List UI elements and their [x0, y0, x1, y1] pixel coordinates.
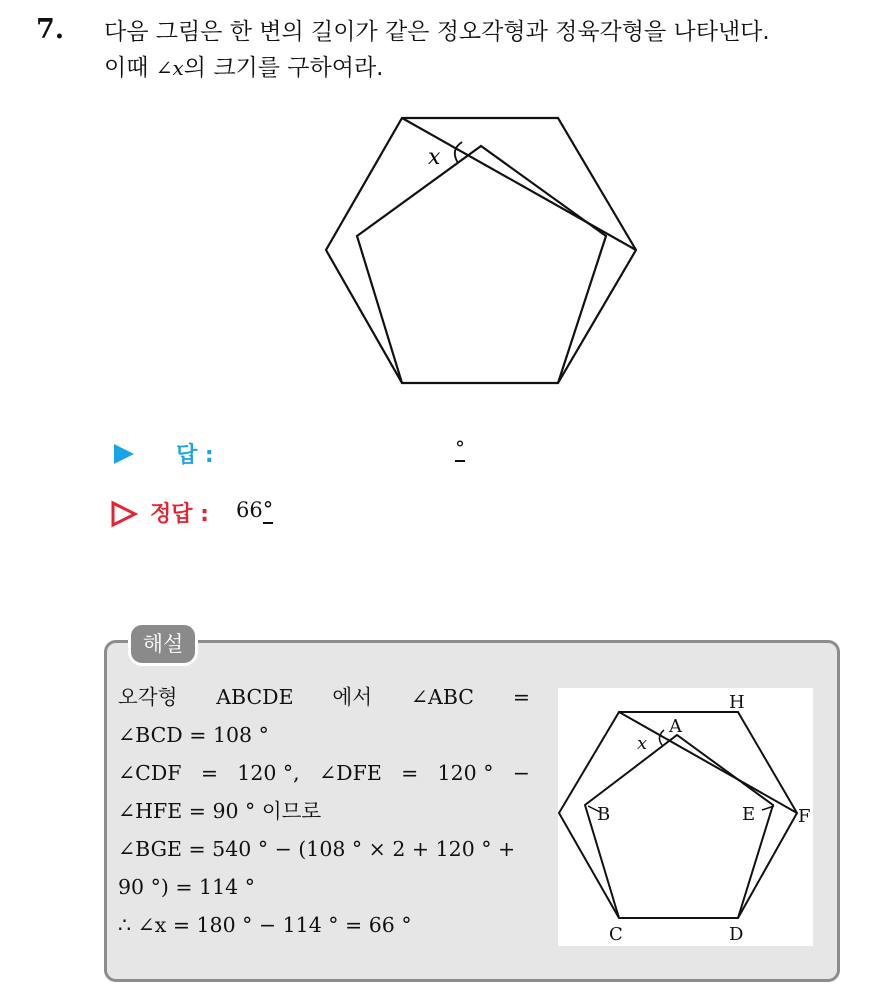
question-text — [104, 14, 874, 86]
exp-l1-w5: = — [512, 685, 530, 709]
hexagon-diagonal — [402, 118, 636, 250]
explanation-line-2: ∠BCD = 108 ° — [118, 723, 269, 747]
explanation-line-5: ∠BGE = 540 ° − (108 ° × 2 + 120 ° + — [118, 837, 516, 861]
answer-label: 답 : — [176, 443, 214, 468]
exp-diagonal — [619, 712, 797, 813]
exp-l3-w2: = — [200, 761, 218, 785]
explanation-figure — [558, 688, 813, 946]
correct-value-number: 66 — [236, 498, 263, 522]
hexagon-pentagon-figure — [320, 108, 640, 390]
question-line-2-post: 의 크기를 구하여라. — [183, 55, 384, 81]
explanation-line-1 — [118, 678, 530, 716]
label-d: D — [729, 924, 744, 945]
label-c: C — [609, 924, 623, 945]
exp-l3-w3: 120 °, — [237, 761, 300, 785]
explanation-line-7: ∴ ∠x = 180 ° − 114 ° = 66 ° — [118, 913, 412, 937]
explanation-line-4: ∠HFE = 90 ° 이므로 — [118, 799, 322, 823]
exp-l1-w4: ∠ABC — [410, 685, 474, 709]
pentagon-outline — [357, 146, 606, 383]
exp-l1-w3: 에서 — [332, 685, 373, 709]
explanation-tag: 해설 — [128, 622, 198, 666]
label-a: A — [669, 716, 682, 737]
correct-triangle-icon — [110, 500, 138, 528]
exp-l3-w7: − — [512, 761, 530, 785]
correct-value-degree: ° — [262, 498, 274, 522]
exp-l1-w2: ABCDE — [216, 685, 294, 709]
exp-l3-w4: ∠DFE — [318, 761, 382, 785]
exp-hexagon — [559, 712, 797, 918]
explanation-line-6: 90 °) = 114 ° — [118, 875, 255, 899]
exp-l3-w1: ∠CDF — [118, 761, 182, 785]
label-b: B — [597, 804, 611, 825]
correct-answer-label: 정답 : — [150, 502, 209, 527]
answer-degree: ° — [455, 436, 465, 460]
question-number: 7. — [36, 14, 65, 45]
angle-x-label: x — [428, 145, 441, 170]
question-line-2-pre: 이때 — [104, 55, 156, 81]
explanation-line-3 — [118, 754, 530, 792]
label-x: x — [637, 733, 648, 754]
question-line-1: 다음 그림은 한 변의 길이가 같은 정오각형과 정육각형을 나타낸다. — [104, 19, 770, 45]
exp-l3-w5: = — [401, 761, 419, 785]
exp-l1-w1: 오각형 — [118, 685, 178, 709]
label-e: E — [742, 804, 756, 825]
correct-answer-value — [236, 498, 273, 522]
answer-blank — [455, 436, 465, 460]
regular-hexagon — [326, 118, 636, 383]
angle-x-symbol: ∠x — [155, 56, 184, 80]
answer-triangle-icon — [112, 442, 136, 466]
explanation-text — [118, 678, 538, 944]
exp-l3-w6: 120 ° — [437, 761, 494, 785]
exp-pentagon — [585, 735, 773, 918]
label-f: F — [798, 806, 811, 827]
label-h: H — [729, 692, 745, 713]
